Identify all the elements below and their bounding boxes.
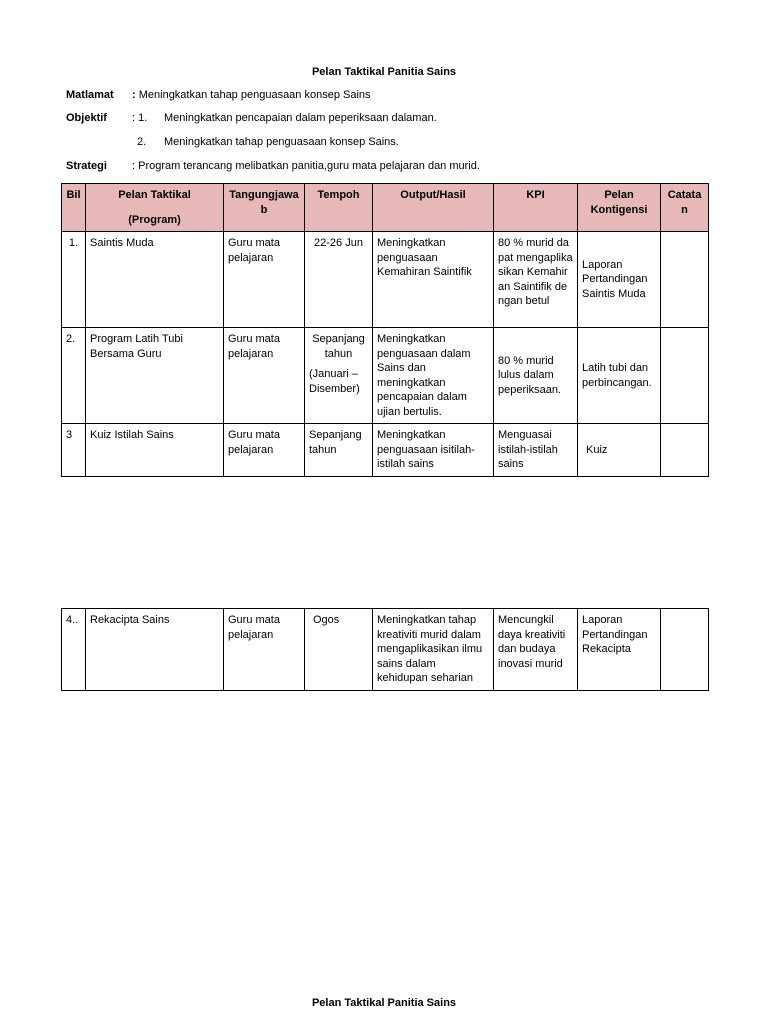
- table-row: [62, 328, 709, 424]
- row4-tempoh: Ogos: [305, 609, 373, 691]
- objektif-label: Objektif: [66, 112, 107, 124]
- header-pelan: [86, 184, 224, 232]
- row2-program: Program Latih Tubi Bersama Guru: [86, 328, 224, 424]
- row2-tanggungjawab: Guru mata pelajaran: [224, 328, 305, 424]
- row1-kontingensi: Laporan Pertandingan Saintis Muda: [578, 232, 661, 328]
- header-kontingensi: Pelan Kontigensi: [578, 184, 661, 232]
- row3-bil: 3: [62, 424, 86, 477]
- row2-output: Meningkatkan penguasaan dalam Sains dan meningkatkan pencapaian dalam ujian bertulis.: [373, 328, 494, 424]
- matlamat-value: Meningkatkan tahap penguasaan konsep Sains: [138, 89, 371, 101]
- row2-kontingensi: Latih tubi dan perbincangan.: [578, 328, 661, 424]
- objektif-item-2: Meningkatkan tahap penguasaan konsep Sains.: [164, 136, 399, 148]
- row4-program: Rekacipta Sains: [86, 609, 224, 691]
- row3-tanggungjawab: Guru mata pelajaran: [224, 424, 305, 477]
- objektif-num-1: 1.: [138, 112, 148, 124]
- table-row: [62, 424, 709, 477]
- row3-kontingensi: Kuiz: [578, 424, 661, 477]
- row1-program: Saintis Muda: [86, 232, 224, 328]
- table-row: [62, 232, 709, 328]
- row2-tempoh: [305, 328, 373, 424]
- row2-catatan: [661, 328, 709, 424]
- header-output: Output/Hasil: [373, 184, 494, 232]
- row3-catatan: [661, 424, 709, 477]
- matlamat-label: Matlamat: [66, 89, 114, 101]
- row1-tanggungjawab: Guru mata pelajaran: [224, 232, 305, 328]
- row4-tanggungjawab: Guru mata pelajaran: [224, 609, 305, 691]
- tactical-plan-table-continued: [61, 608, 709, 691]
- row2-tempoh-sub: (Januari – Disember): [309, 368, 360, 395]
- row1-catatan: [661, 232, 709, 328]
- footer-title: Pelan Taktikal Panitia Sains: [311, 997, 457, 1009]
- tactical-plan-table: [61, 183, 709, 477]
- objektif-row: Objektif : 1.: [66, 112, 148, 124]
- row3-program: Kuiz Istilah Sains: [86, 424, 224, 477]
- header-kpi: KPI: [494, 184, 578, 232]
- row1-output: Meningkatkan penguasaan Kemahiran Saintifik: [373, 232, 494, 328]
- row4-bil: 4..: [62, 609, 86, 691]
- row2-bil: 2.: [62, 328, 86, 424]
- row1-bil: 1.: [62, 232, 86, 328]
- row3-kpi: Menguasai istilah-istilah sains: [494, 424, 578, 477]
- header-pelan-label: Pelan Taktikal: [118, 189, 191, 201]
- table-header-row: [62, 184, 709, 232]
- header-pelan-sub: (Program): [128, 213, 181, 226]
- row4-catatan: [661, 609, 709, 691]
- row1-kpi: 80 % murid dapat mengaplikasikan Kemahiran Saintifik dengan betul: [494, 232, 578, 328]
- row4-kpi: Mencungkil daya kreativiti dan budaya inovasi murid: [494, 609, 578, 691]
- row3-output: Meningkatkan penguasaan isitilah-istilah sains: [373, 424, 494, 477]
- row4-output: Meningkatkan tahap kreativiti murid dalam mengaplikasikan ilmu sains dalam kehidupan seharian: [373, 609, 494, 691]
- strategi-value: : Program terancang melibatkan panitia,guru mata pelajaran dan murid.: [132, 160, 480, 172]
- row3-tempoh: Sepanjang tahun: [305, 424, 373, 477]
- objektif-num-2: 2.: [137, 136, 147, 148]
- table-row: [62, 609, 709, 691]
- row2-tempoh-main: Sepanjang tahun: [312, 333, 365, 360]
- header-tanggungjawab: Tangungjawab: [224, 184, 305, 232]
- row1-tempoh: 22-26 Jun: [305, 232, 373, 328]
- matlamat-row: Matlamat : Meningkatkan tahap penguasaan konsep Sains: [66, 89, 371, 101]
- header-catatan: Catatan: [661, 184, 709, 232]
- header-tempoh: Tempoh: [305, 184, 373, 232]
- objektif-item-1: Meningkatkan pencapaian dalam peperiksaan dalaman.: [164, 112, 437, 124]
- page-title: Pelan Taktikal Panitia Sains: [311, 66, 457, 78]
- strategi-row: [66, 160, 480, 172]
- header-bil: Bil: [62, 184, 86, 232]
- strategi-label: Strategi: [66, 160, 107, 172]
- row4-kontingensi: Laporan Pertandingan Rekacipta: [578, 609, 661, 691]
- row2-kpi: 80 % murid lulus dalam peperiksaan.: [494, 328, 578, 424]
